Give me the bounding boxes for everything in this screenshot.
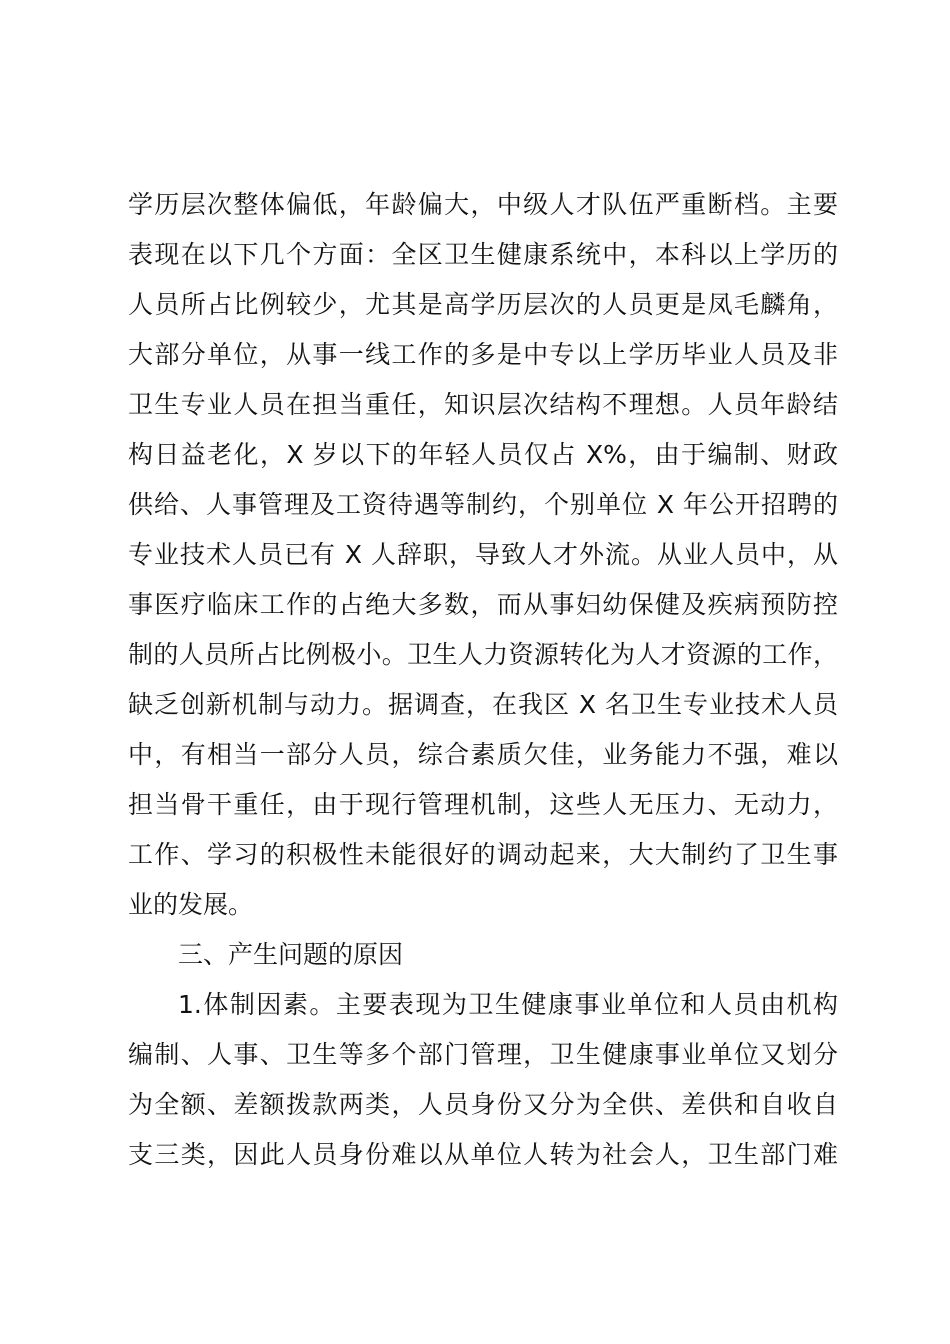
text-line: 卫生专业人员在担当重任，知识层次结构不理想。人员年龄结	[128, 390, 838, 419]
text-line: 大部分单位，从事一线工作的多是中专以上学历毕业人员及非	[128, 340, 838, 369]
text-line: 支三类，因此人员身份难以从单位人转为社会人，卫生部门难	[128, 1140, 838, 1169]
text-line: 事医疗临床工作的占绝大多数，而从事妇幼保健及疾病预防控	[128, 590, 838, 619]
text-line: 人员所占比例较少，尤其是高学历层次的人员更是凤毛麟角，	[128, 290, 838, 319]
text-line: 构日益老化，X 岁以下的年轻人员仅占 X%，由于编制、财政	[128, 440, 838, 469]
text-line: 缺乏创新机制与动力。据调查，在我区 X 名卫生专业技术人员	[128, 690, 838, 719]
text-line: 为全额、差额拨款两类，人员身份又分为全供、差供和自收自	[128, 1090, 838, 1119]
text-line-paragraph-start: 1.体制因素。主要表现为卫生健康事业单位和人员由机构	[178, 990, 838, 1019]
text-line: 供给、人事管理及工资待遇等制约，个别单位 X 年公开招聘的	[128, 490, 838, 519]
text-line: 编制、人事、卫生等多个部门管理，卫生健康事业单位又划分	[128, 1040, 838, 1069]
text-line: 中，有相当一部分人员，综合素质欠佳，业务能力不强，难以	[128, 740, 838, 769]
text-line: 工作、学习的积极性未能很好的调动起来，大大制约了卫生事	[128, 840, 838, 869]
section-heading: 三、产生问题的原因	[178, 940, 404, 969]
text-line: 表现在以下几个方面：全区卫生健康系统中，本科以上学历的	[128, 240, 838, 269]
text-line: 专业技术人员已有 X 人辞职，导致人才外流。从业人员中，从	[128, 540, 838, 569]
text-line: 学历层次整体偏低，年龄偏大，中级人才队伍严重断档。主要	[128, 190, 838, 219]
text-line: 制的人员所占比例极小。卫生人力资源转化为人才资源的工作，	[128, 640, 838, 669]
text-line: 担当骨干重任，由于现行管理机制，这些人无压力、无动力，	[128, 790, 838, 819]
text-line-paragraph-end: 业的发展。	[128, 890, 254, 919]
body-text	[128, 180, 838, 1180]
